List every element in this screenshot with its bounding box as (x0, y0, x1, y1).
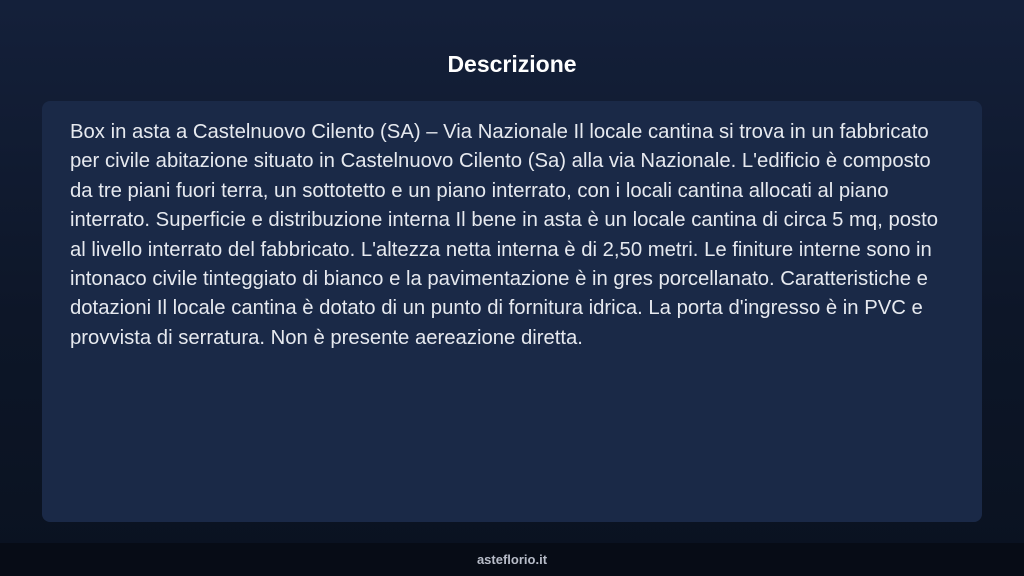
description-card (42, 101, 982, 522)
footer-site-name: asteflorio.it (476, 552, 548, 567)
footer-bar (0, 543, 1024, 576)
description-text: Box in asta a Castelnuovo Cilento (SA) – Via Nazionale Il locale cantina si trova in un fabbricato per civile abitazione situato in Castelnuovo Cilento (Sa) alla via Nazionale. L'edificio è composto da tre piani fuori terra, un sottotetto e un piano interrato, con i locali cantina allocati al piano interrato. Superficie e distribuzione interna Il bene in asta è un locale cantina di circa 5 mq, posto al livello interrato del fabbricato. L'altezza netta interna è di 2,50 metri. Le finiture interne sono in intonaco civile tinteggiato di bianco e la pavimentazione è in gres porcellanato. Caratteristiche e dotazioni Il locale cantina è dotato di un punto di fornitura idrica. La porta d'ingresso è in PVC e provvista di serratura. Non è presente aereazione diretta. (70, 121, 939, 349)
section-title: Descrizione (447, 51, 577, 77)
